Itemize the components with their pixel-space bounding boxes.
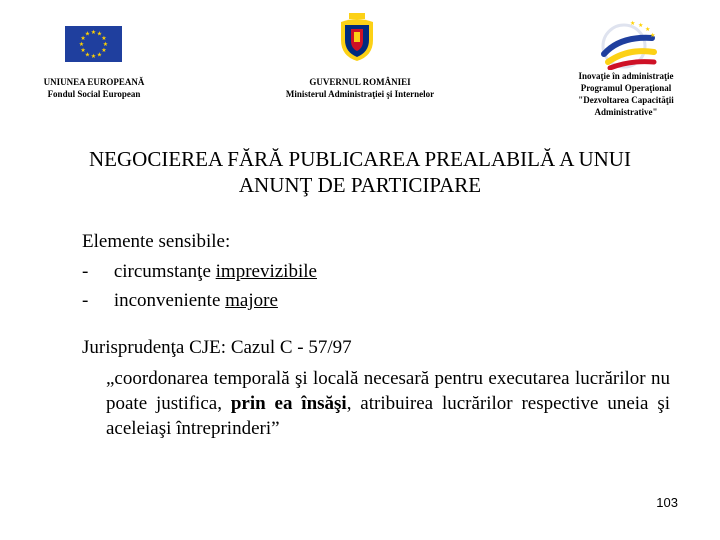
program-caption-line1: Inovaţie în administraţie — [578, 71, 674, 81]
svg-text:★: ★ — [650, 32, 656, 39]
list-dash: - — [82, 261, 89, 282]
coat-of-arms-icon — [340, 12, 374, 62]
slide-title-line1: NEGOCIEREA FĂRĂ PUBLICAREA PREALABILĂ A UNUI — [89, 147, 631, 171]
svg-text:★: ★ — [101, 47, 107, 54]
program-caption-line3: "Dezvoltarea Capacităţii — [578, 95, 674, 105]
eu-stars-icon — [65, 26, 122, 62]
svg-text:★: ★ — [96, 51, 103, 59]
quote-text-end: , atribuirea lucrărilor respective uneia şi aceleiaşi întreprinderi” — [106, 393, 670, 439]
svg-text:★: ★ — [630, 20, 636, 27]
list-item — [82, 259, 317, 285]
court-quote — [106, 366, 670, 441]
eu-caption-line2: Fondul Social European — [47, 89, 141, 99]
svg-text:★: ★ — [638, 22, 644, 29]
program-caption-line4: Administrative" — [594, 107, 658, 117]
svg-text:★: ★ — [78, 41, 85, 48]
svg-text:★: ★ — [84, 51, 91, 59]
svg-text:★: ★ — [90, 29, 97, 36]
list-item-text: inconveniente — [113, 290, 221, 311]
list-item — [82, 288, 278, 314]
slide-title — [30, 146, 690, 198]
svg-text:★: ★ — [96, 30, 103, 38]
eu-caption-line1: UNIUNEA EUROPEANĂ — [43, 77, 145, 87]
elements-heading: Elemente sensibile: — [82, 231, 231, 252]
program-caption-line2: Programul Operaţional — [580, 83, 672, 93]
swirl-stars-icon — [600, 18, 658, 70]
eu-caption — [20, 76, 168, 100]
program-caption — [552, 70, 700, 118]
quote-bold-text: prin ea însăşi — [230, 393, 347, 414]
slide-title-line2: ANUNŢ DE PARTICIPARE — [238, 173, 482, 197]
list-item-text: circumstanţe — [113, 261, 211, 282]
list-item-underlined-text: majore — [225, 290, 278, 311]
svg-text:★: ★ — [80, 47, 86, 54]
quote-text-start: „coordonarea temporală şi locală necesară pentru executarea lucrărilor nu poate justifica, — [106, 368, 670, 414]
gov-caption-line2: Ministerul Administraţiei şi Internelor — [285, 89, 435, 99]
svg-text:★: ★ — [101, 35, 107, 42]
svg-text:★: ★ — [102, 41, 109, 48]
svg-text:★: ★ — [90, 53, 97, 60]
gov-caption-line1: GUVERNUL ROMÂNIEI — [309, 77, 411, 87]
program-logo — [600, 18, 658, 70]
list-dash: - — [82, 290, 89, 311]
svg-text:★: ★ — [84, 30, 91, 38]
page-number: 103 — [656, 495, 678, 510]
svg-text:★: ★ — [80, 35, 86, 42]
eu-flag-logo — [65, 26, 122, 62]
svg-text:★: ★ — [645, 26, 651, 33]
romania-coat-of-arms-logo — [340, 12, 374, 62]
jurisprudence-heading: Jurisprudenţa CJE: Cazul C - 57/97 — [82, 337, 352, 358]
list-item-underlined-text: imprevizibile — [215, 261, 317, 282]
gov-caption — [260, 76, 460, 100]
